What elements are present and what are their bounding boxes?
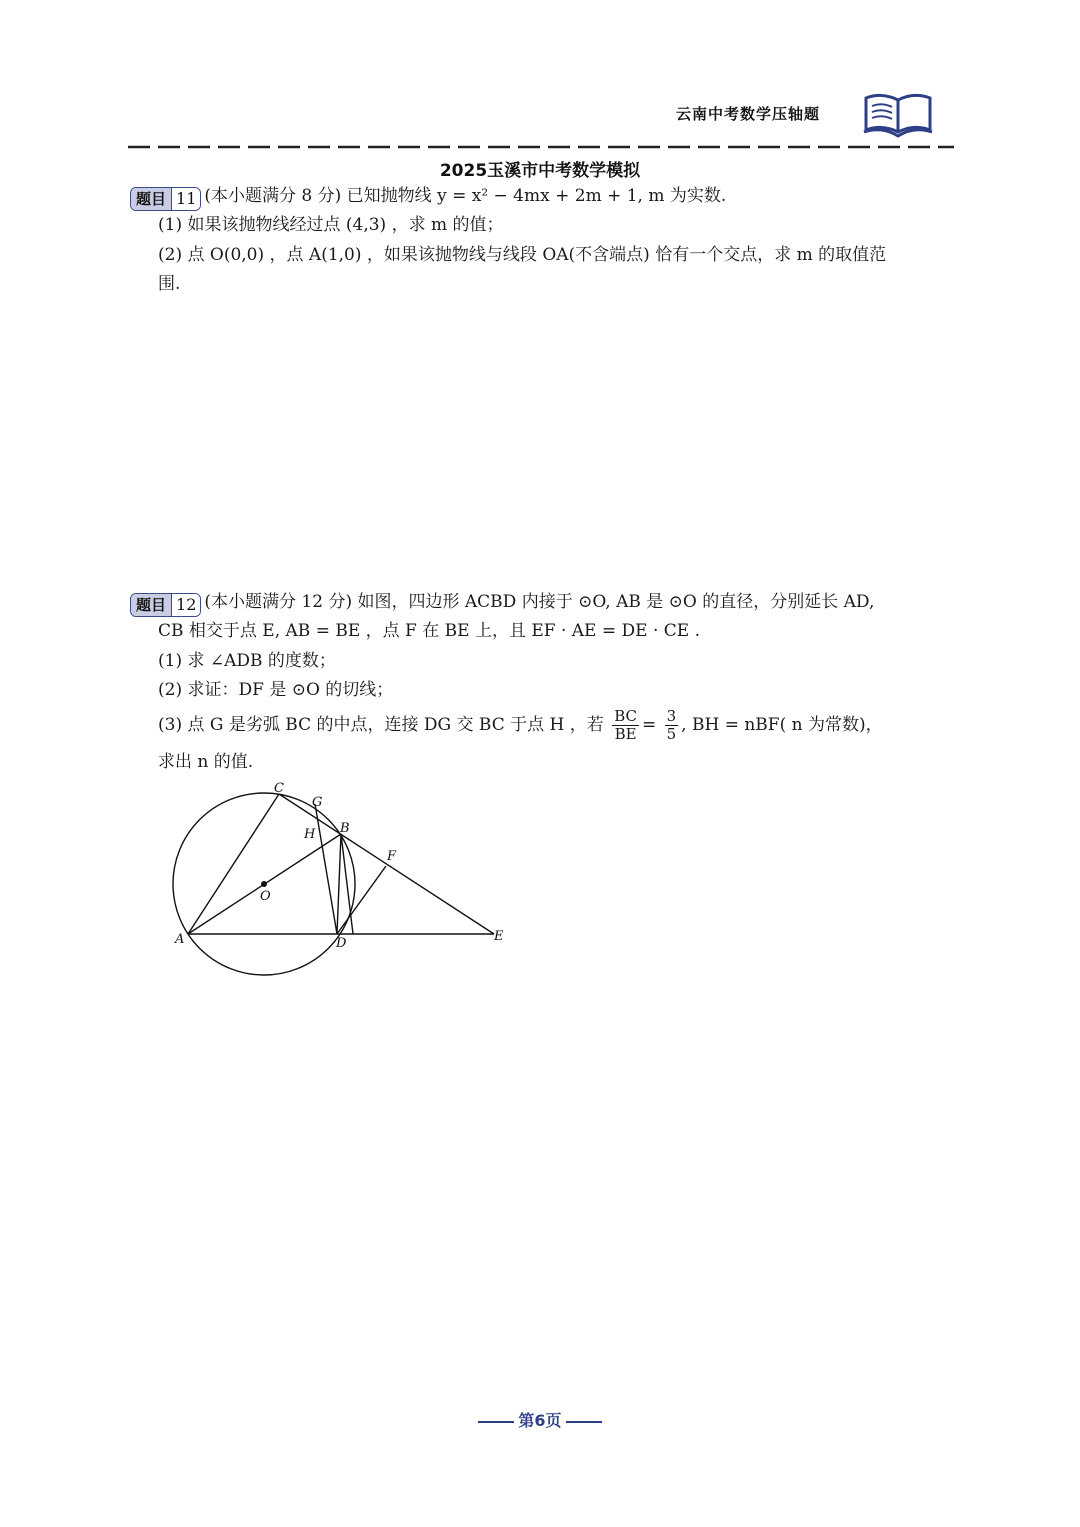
label-h: H bbox=[304, 827, 316, 842]
question-12-part-1: (1) 求 ∠ADB 的度数； bbox=[158, 651, 336, 671]
page-number: 第6页 bbox=[518, 1411, 562, 1430]
label-e: E bbox=[494, 929, 504, 944]
question-12-part-3: (3) 点 G 是劣弧 BC 的中点，连接 DG 交 BC 于点 H ，若 $\frac{BC}{BE}$ = $\frac{3}{5}$ , BH = nBF( n 为常数)， bbox=[158, 707, 883, 743]
question-tag: 题目 11 bbox=[130, 187, 201, 211]
question-12-intro-cont: CB 相交于点 E, AB = BE ，点 F 在 BE 上，且 EF · AE = DE · CE . bbox=[158, 621, 700, 641]
ratio-fraction: $\frac{BC}{BE}$ bbox=[614, 707, 637, 743]
series-title: 云南中考数学压轴题 bbox=[676, 105, 821, 123]
footer-rule-left bbox=[478, 1421, 514, 1423]
label-a: A bbox=[175, 932, 185, 947]
question-12-part-2: (2) 求证：DF 是 ⊙O 的切线； bbox=[158, 680, 394, 700]
center-point bbox=[261, 881, 267, 887]
page-footer bbox=[0, 1408, 1080, 1431]
segment-bd bbox=[337, 834, 341, 934]
segment-ac bbox=[188, 794, 279, 934]
open-book-icon bbox=[862, 90, 934, 138]
label-c: C bbox=[274, 781, 284, 796]
header-dashed-rule bbox=[128, 144, 954, 150]
label-f: F bbox=[387, 849, 397, 864]
label-o: O bbox=[260, 889, 271, 904]
question-11-intro: 题目 11 (本小题满分 8 分) 已知抛物线 y = x² − 4mx + 2m + 1, m 为实数. bbox=[130, 186, 726, 211]
segment-df bbox=[337, 866, 386, 934]
label-b: B bbox=[340, 821, 350, 836]
document-title: 2025玉溪市中考数学模拟 bbox=[439, 161, 641, 181]
question-12-intro: 题目 12 (本小题满分 12 分) 如图，四边形 ACBD 内接于 ⊙O, AB 是 ⊙O 的直径，分别延长 AD, bbox=[130, 592, 874, 617]
question-11-part-2-cont: 围. bbox=[158, 274, 181, 294]
question-tag: 题目 12 bbox=[130, 593, 201, 617]
segment-ce bbox=[279, 794, 494, 934]
geometry-figure bbox=[168, 776, 518, 981]
label-g: G bbox=[312, 795, 323, 810]
value-fraction: $\frac{3}{5}$ bbox=[666, 707, 677, 743]
question-11-part-1: (1) 如果该抛物线经过点 (4,3) ，求 m 的值； bbox=[158, 215, 504, 235]
label-d: D bbox=[336, 936, 347, 951]
question-11-part-2: (2) 点 O(0,0) ，点 A(1,0) ，如果该抛物线与线段 OA(不含端点) 恰有一个交点，求 m 的取值范 bbox=[158, 245, 887, 265]
question-12-part-3-cont: 求出 n 的值. bbox=[158, 752, 254, 772]
footer-rule-right bbox=[566, 1421, 602, 1423]
segment-dg bbox=[315, 804, 337, 934]
